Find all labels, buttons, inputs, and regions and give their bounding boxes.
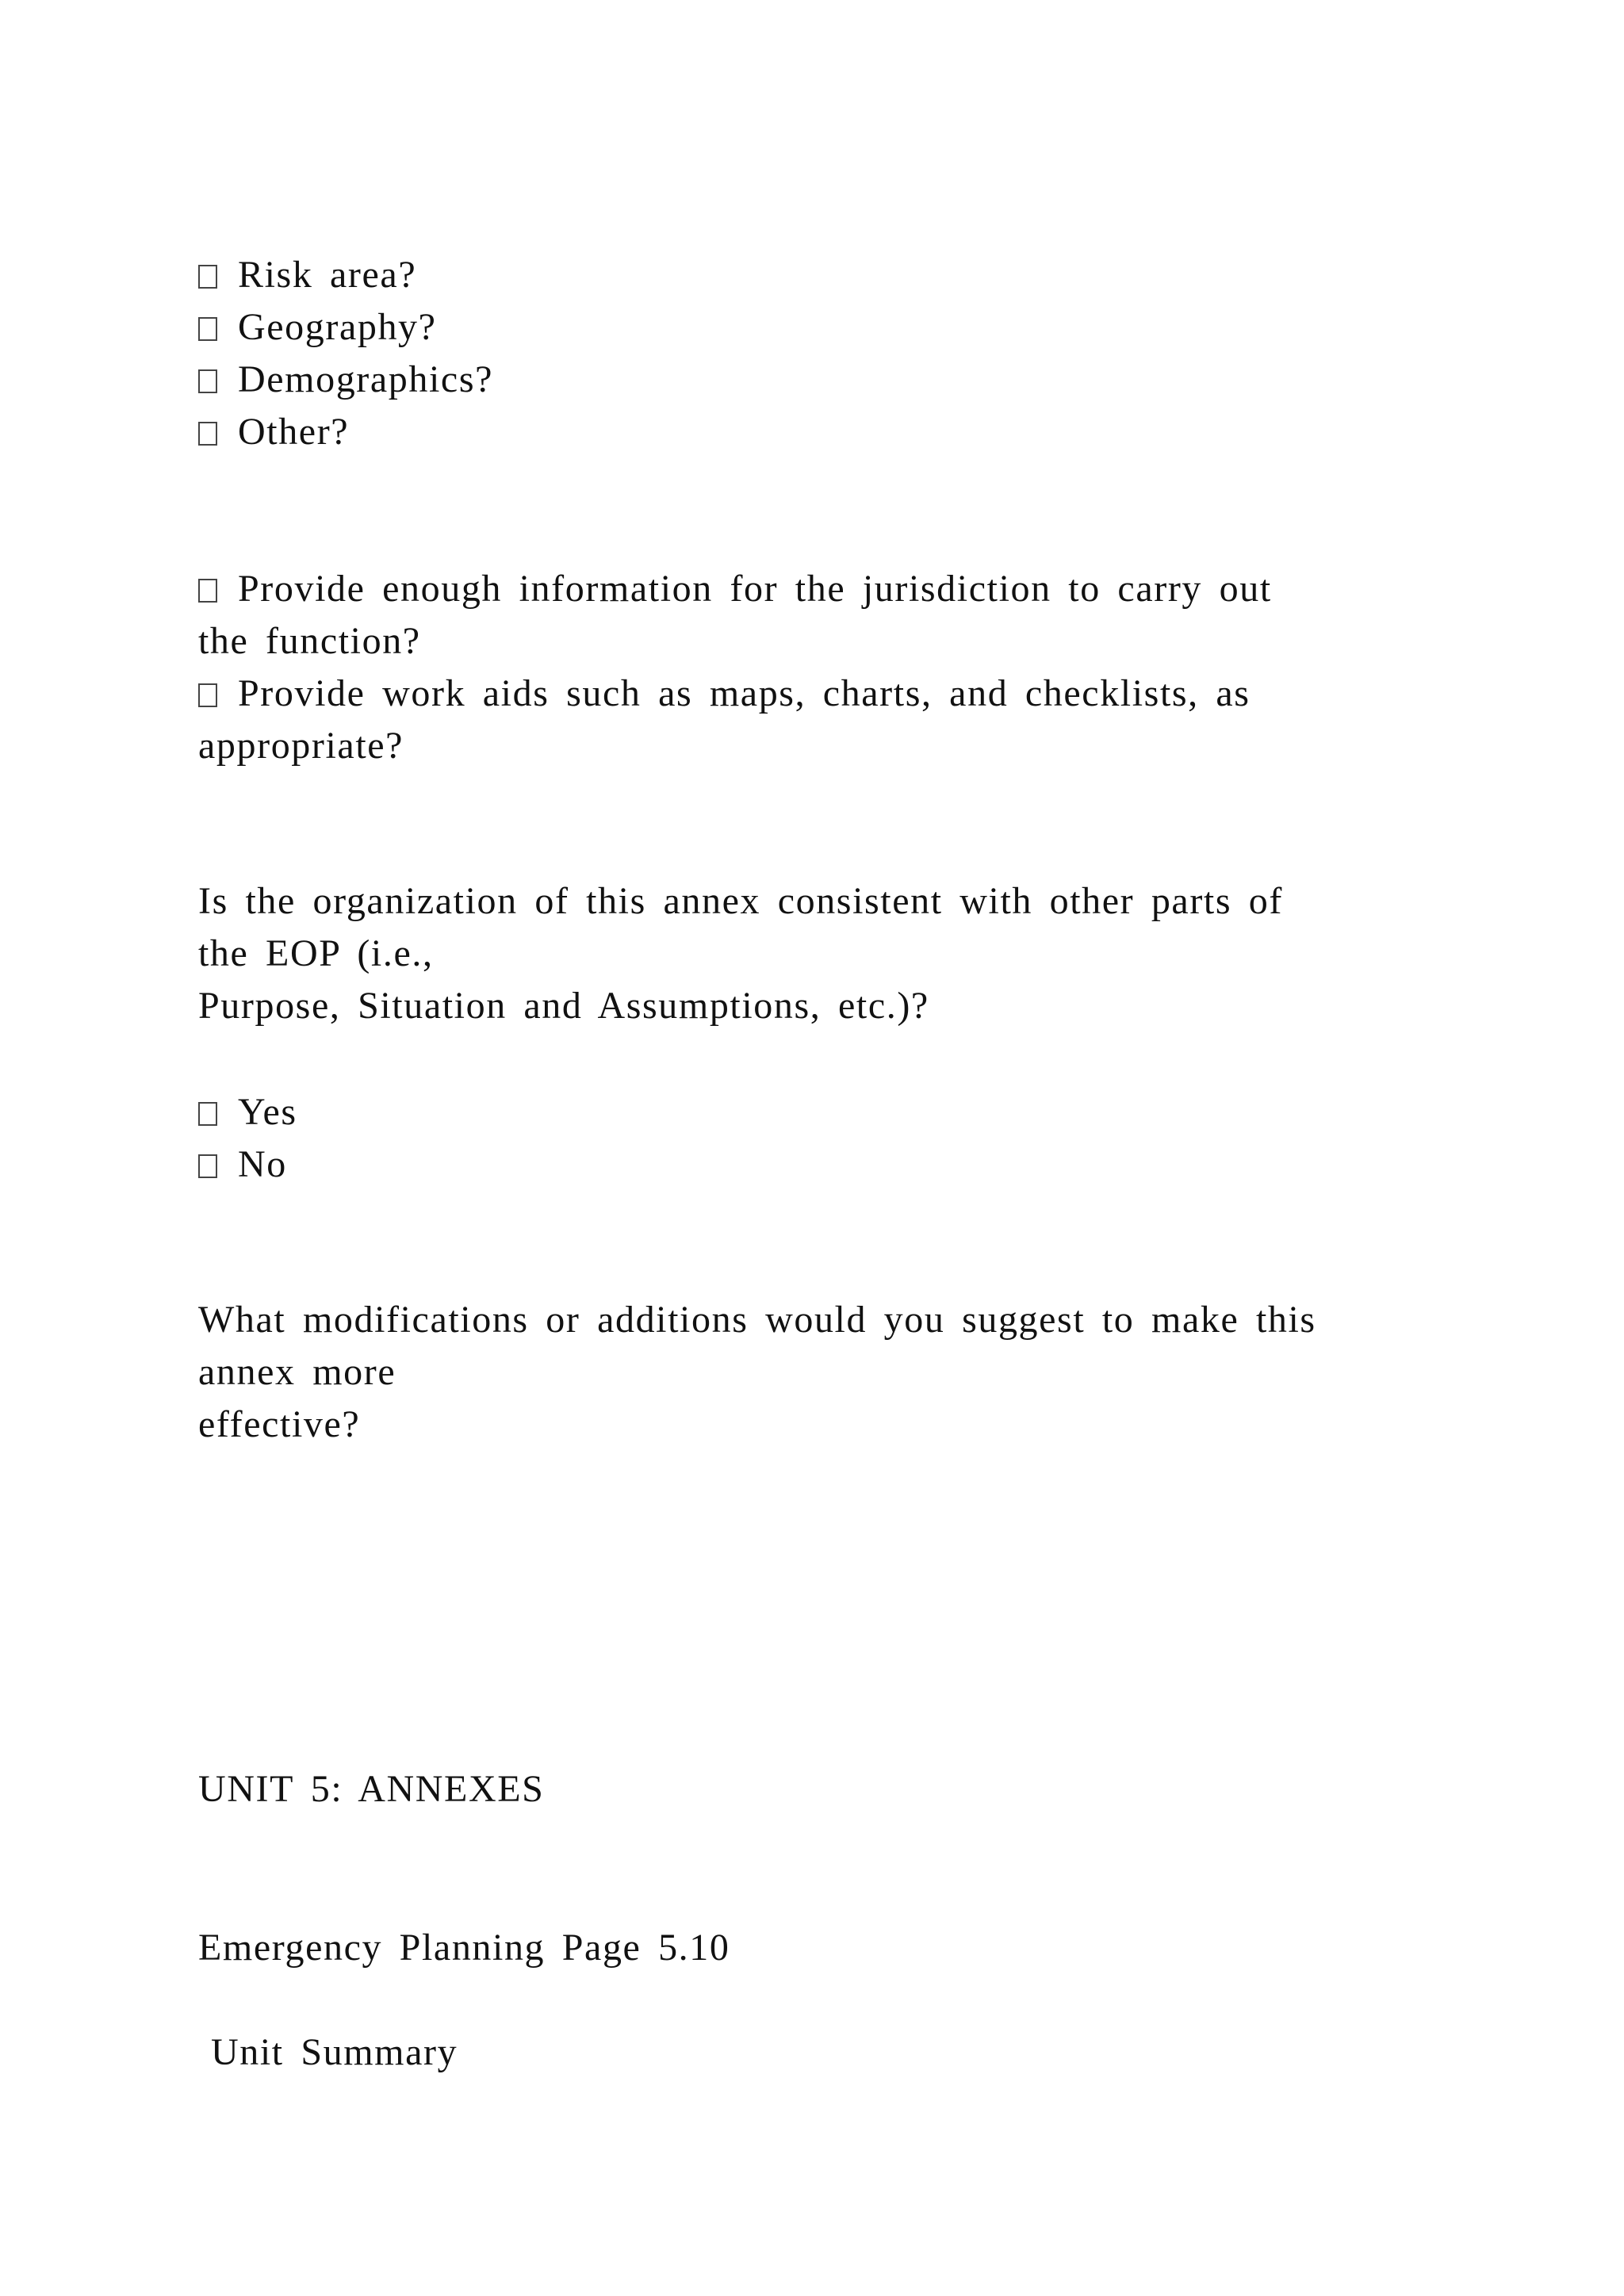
answer-option-no: No (198, 1138, 287, 1191)
checkbox-icon[interactable] (198, 422, 217, 446)
checklist-item-provide-information-cont: the function? (198, 620, 421, 662)
checkbox-icon[interactable] (198, 683, 217, 707)
section-heading-unit-summary: Unit Summary (211, 2031, 458, 2073)
checkbox-icon[interactable] (198, 265, 217, 289)
page-label: Emergency Planning Page 5.10 (198, 1927, 730, 1969)
unit-label: UNIT 5: ANNEXES (198, 1768, 545, 1810)
checklist-item-provide-work-aids: Provide work aids such as maps, charts, and checklists, as (198, 668, 1251, 720)
question-modifications-line2: annex more (198, 1351, 396, 1393)
answer-option-yes: Yes (198, 1086, 297, 1138)
checklist-item-demographics: Demographics? (198, 354, 493, 406)
question-organization-line2: the EOP (i.e., (198, 932, 434, 974)
checklist-item-risk-area: Risk area? (198, 249, 416, 301)
question-organization-line1: Is the organization of this annex consistent with other parts of (198, 880, 1283, 922)
checkbox-icon[interactable] (198, 369, 217, 393)
checklist-item-provide-work-aids-cont: appropriate? (198, 725, 404, 767)
checklist-item-provide-information: Provide enough information for the jurisdiction to carry out (198, 563, 1272, 615)
question-organization-line3: Purpose, Situation and Assumptions, etc.)? (198, 985, 929, 1027)
checklist-item-geography: Geography? (198, 301, 437, 354)
checkbox-icon[interactable] (198, 1102, 217, 1126)
checklist-item-other: Other? (198, 406, 349, 458)
checkbox-icon[interactable] (198, 317, 217, 341)
question-modifications-line1: What modifications or additions would you suggest to make this (198, 1299, 1316, 1341)
checkbox-icon[interactable] (198, 579, 217, 603)
checkbox-icon[interactable] (198, 1154, 217, 1178)
question-modifications-line3: effective? (198, 1403, 361, 1445)
